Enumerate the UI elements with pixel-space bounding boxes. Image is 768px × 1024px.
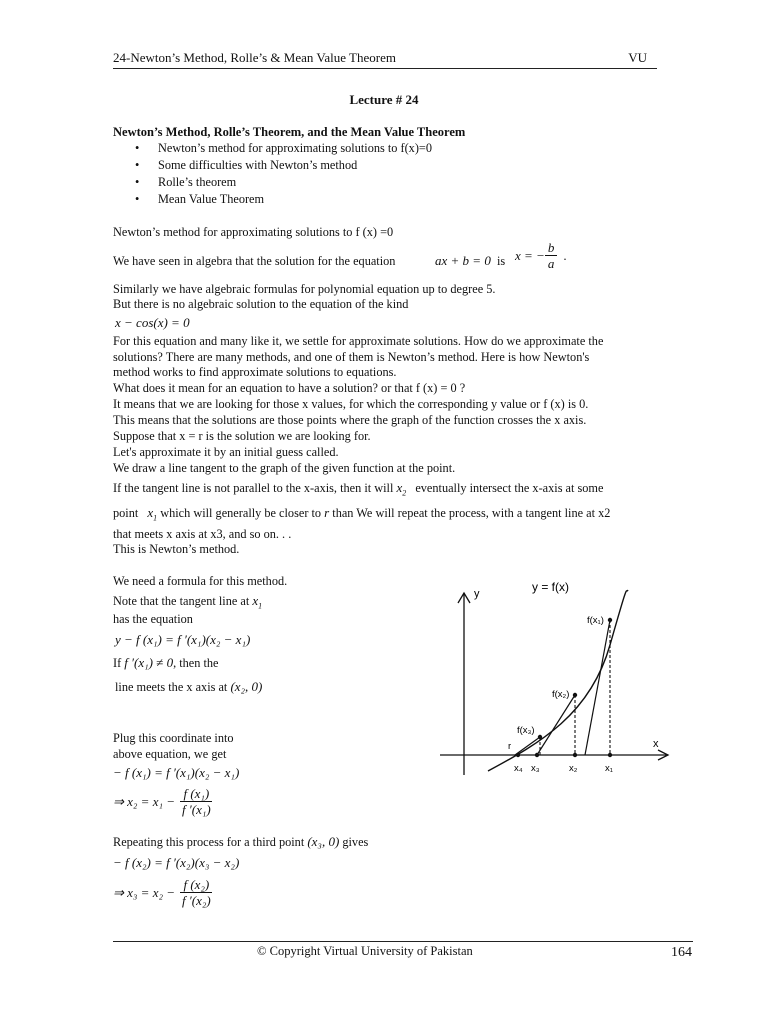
topic-list (120, 140, 432, 208)
x1-label: x₁ (605, 763, 613, 774)
equation-3 (113, 786, 214, 817)
tangent-text-a: If the tangent line is not parallel to the x-axis, then it will (113, 481, 394, 495)
fraction-numerator: f (x₂) (180, 877, 212, 893)
point-x1 (608, 753, 612, 757)
point-fx2 (573, 693, 577, 697)
nonzero-derivative: f ′(x₁) ≠ 0 (124, 655, 174, 670)
text-line: This is Newton’s method. (113, 542, 240, 556)
x2-label: x₂ (569, 763, 578, 774)
then-text: , then the (173, 656, 219, 670)
var-subscript: 2 (402, 488, 407, 498)
root-label: r (508, 741, 512, 752)
var-name: x (252, 593, 259, 608)
linear-solution: x = − $\frac{b}{a}$ . (515, 240, 567, 271)
intro-paragraph: Newton’s method for approximating solutions to f (x) =0 (113, 225, 394, 239)
copyright-footer: © Copyright Virtual University of Pakistan (257, 944, 473, 958)
point-x2-0: (x₂, 0) (230, 679, 263, 694)
point-text-a: point (113, 506, 139, 520)
equation-5 (113, 877, 214, 908)
tangent-text-b: eventually intersect the x-axis at some (415, 481, 604, 495)
fx1-label: f(x₁) (587, 615, 604, 626)
point-text-b: which will generally be closer to (160, 506, 322, 520)
condition-text (113, 655, 219, 671)
footer-divider (113, 941, 693, 942)
fraction-numerator: f (x₁) (180, 786, 212, 802)
curve-label: y = f(x) (532, 580, 570, 594)
var-name: x (396, 480, 403, 495)
header-right: VU (628, 50, 647, 65)
text-line: method works to find approximate solutions to equations. (113, 365, 397, 379)
page-number: 164 (671, 945, 692, 960)
point-fx1 (608, 618, 612, 622)
fx2-label: f(x₂) (552, 689, 570, 700)
tangent-at-x3 (515, 737, 540, 755)
tangent-at-x2 (537, 695, 575, 755)
var-x2 (396, 480, 407, 498)
var-subscript: 1 (153, 513, 158, 523)
has-equation-text: has the equation (113, 612, 193, 626)
list-item: • Newton’s method for approximating solutions to f(x)=0 (120, 140, 432, 157)
cos-equation: x − cos(x) = 0 (115, 315, 190, 330)
plug-text: Plug this coordinate into (113, 731, 234, 745)
list-item: • Some difficulties with Newton’s method (120, 157, 432, 174)
tangent-line-text (113, 480, 603, 501)
equation-fraction (179, 877, 214, 908)
text-line: This means that the solutions are those points where the graph of the function crosses the x axis. (113, 413, 587, 427)
linear-equation: ax + b = 0 (435, 253, 491, 268)
point-x3-0: (x₃, 0) (307, 834, 340, 849)
text-line: It means that we are looking for those x values, for which the corresponding y value or f (x) is 0. (113, 397, 589, 411)
y-axis-label: y (474, 588, 480, 600)
meets-text: line meets the x axis at (115, 680, 228, 694)
var-subscript: 1 (258, 601, 263, 611)
text-line: Let's approximate it by an initial guess called. (113, 445, 339, 459)
fraction-numerator: b (545, 240, 558, 256)
newton-method-figure (440, 575, 680, 785)
text-line: Suppose that x = r is the solution we are looking for. (113, 429, 371, 443)
fraction-denominator: f ′(x₂) (182, 893, 211, 908)
tangent-equation: y − f (x₁) = f ′(x₁)(x₂ − x₁) (115, 632, 251, 647)
tangent-note (113, 593, 262, 614)
list-item: • Mean Value Theorem (120, 191, 432, 208)
repeat-text-a: Repeating this process for a third point (113, 835, 305, 849)
point-x4 (516, 753, 520, 757)
equation-lhs: ⇒ x₂ = x₁ − (113, 794, 176, 809)
fraction-denominator: f ′(x₁) (182, 802, 211, 817)
var-x1 (147, 505, 158, 523)
text-line: that meets x axis at x3, and so on. . . (113, 527, 292, 541)
page-header (113, 50, 657, 69)
point-line-text (113, 505, 610, 526)
plug-text: above equation, we get (113, 747, 227, 761)
x-axis-label: x (653, 738, 659, 750)
var-x1 (252, 593, 263, 611)
note-text: Note that the tangent line at (113, 594, 250, 608)
algebra-paragraph: We have seen in algebra that the solution for the equation (113, 254, 396, 268)
equation-2: − f (x₁) = f ′(x₁)(x₂ − x₁) (113, 765, 240, 780)
equation-4: − f (x₂) = f ′(x₂)(x₃ − x₂) (113, 855, 240, 870)
var-r: r (324, 505, 330, 520)
tangent-at-x1 (585, 620, 610, 755)
equation-lhs: ⇒ x₃ = x₂ − (113, 885, 176, 900)
point-x3 (535, 753, 539, 757)
point-fx3 (538, 735, 542, 739)
solution-fraction (545, 240, 558, 271)
repeat-text (113, 834, 368, 850)
text-line: But there is no algebraic solution to the equation of the kind (113, 297, 409, 311)
meets-axis-text (115, 679, 262, 695)
list-item: • Rolle’s theorem (120, 174, 432, 191)
lecture-title: Lecture # 24 (349, 92, 419, 107)
repeat-text-b: gives (342, 835, 369, 849)
section-title: Newton’s Method, Rolle’s Theorem, and the Mean Value Theorem (113, 125, 466, 139)
point-text-c: than We will repeat the process, with a tangent line at x2 (332, 506, 611, 520)
header-title: 24-Newton’s Method, Rolle’s & Mean Value Theorem (113, 50, 396, 65)
point-x2 (573, 753, 577, 757)
equation-fraction (179, 786, 214, 817)
text-line: solutions? There are many methods, and one of them is Newton’s method. Here is how Newton's (113, 350, 590, 364)
if-text: If (113, 656, 122, 670)
text-line: What does it mean for an equation to have a solution? or that f (x) = 0 ? (113, 381, 466, 395)
word-is: is (497, 254, 506, 268)
formula-intro: We need a formula for this method. (113, 574, 288, 588)
fx3-label: f(x₃) (517, 725, 535, 736)
text-line: For this equation and many like it, we settle for approximate solutions. How do we approximate the (113, 334, 604, 348)
fraction-denominator: a (547, 256, 555, 271)
solution-lhs: x = − (515, 248, 545, 263)
x4-label: x₄ (514, 763, 523, 774)
text-line: We draw a line tangent to the graph of the given function at the point. (113, 461, 456, 475)
x3-label: x₃ (531, 763, 540, 774)
var-name: x (147, 505, 154, 520)
text-line: Similarly we have algebraic formulas for polynomial equation up to degree 5. (113, 282, 496, 296)
